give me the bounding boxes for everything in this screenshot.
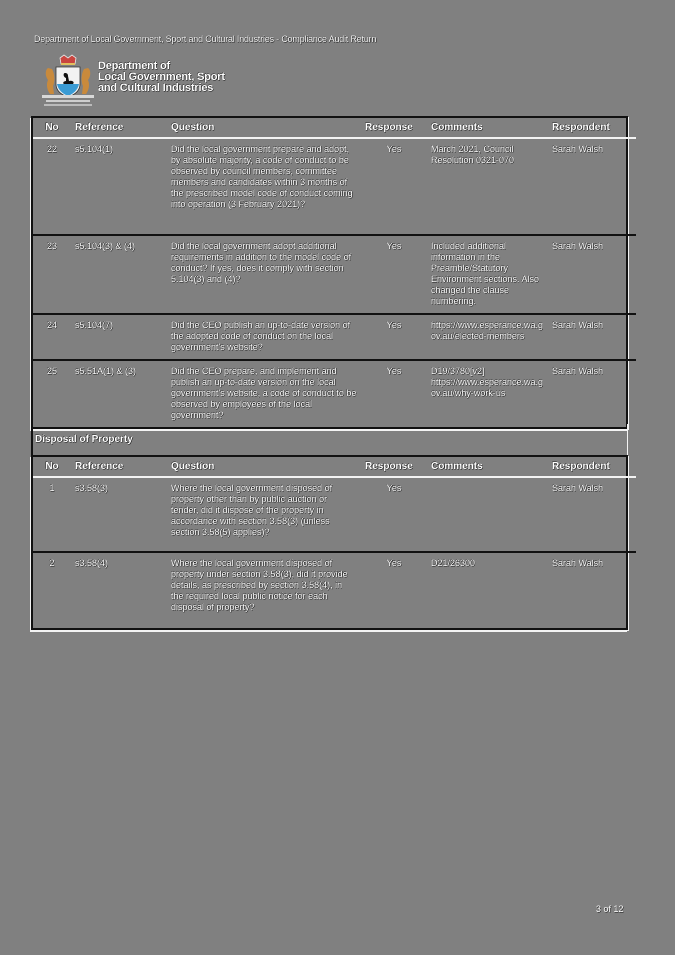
- table-row: [33, 235, 636, 314]
- cell-question: Did the local government prepare and adopt, by absolute majority, a code of conduct to be observed by council members, committee members and candidates within 3 months of the prescribed model code of conduct coming into operation (3 February 2021)?: [167, 138, 361, 235]
- cell-no: 1: [33, 477, 71, 552]
- logo-line-1: Department of: [98, 60, 170, 72]
- cell-no: 23: [33, 235, 71, 314]
- cell-respondent: Sarah Walsh: [548, 360, 636, 427]
- cell-response: Yes: [361, 235, 427, 314]
- cell-reference: s3.58(3): [71, 477, 167, 552]
- cell-reference: s5.104(3) & (4): [71, 235, 167, 314]
- code-of-conduct-table: [33, 118, 636, 427]
- col-header-no: No: [33, 118, 71, 138]
- col-header-response: Response: [361, 457, 427, 477]
- logo-line-2: Local Government, Sport: [98, 71, 225, 83]
- page-number: 3 of 12: [596, 904, 624, 914]
- table-row: [33, 314, 636, 360]
- section-frame: [31, 424, 628, 455]
- cell-respondent: Sarah Walsh: [548, 235, 636, 314]
- cell-no: 25: [33, 360, 71, 427]
- col-header-comments: Comments: [427, 457, 548, 477]
- cell-response: Yes: [361, 360, 427, 427]
- col-header-reference: Reference: [71, 118, 167, 138]
- table-row: [33, 552, 636, 628]
- code-of-conduct-section: [31, 116, 628, 429]
- col-header-question: Question: [167, 118, 361, 138]
- running-header: Department of Local Government, Sport and Cultural Industries - Compliance Audit Return: [34, 34, 377, 44]
- col-header-question: Question: [167, 457, 361, 477]
- cell-reference: s5.104(1): [71, 138, 167, 235]
- wa-crest-icon: [40, 54, 96, 108]
- cell-response: Yes: [361, 314, 427, 360]
- disposal-of-property-table: [33, 457, 636, 628]
- cell-reference: s5.51A(1) & (3): [71, 360, 167, 427]
- table-row: [33, 360, 636, 427]
- cell-question: Did the local government adopt additional requirements in addition to the model code of conduct? If yes, does it comply with section 5.104(3) and (4)?: [167, 235, 361, 314]
- cell-comments: March 2021, Council Resolution 0321-070: [427, 138, 548, 235]
- disposal-table-frame: [31, 455, 628, 630]
- cell-comments: [427, 477, 548, 552]
- cell-question: Where the local government disposed of property other than by public auction or tender, did it dispose of the property in accordance with section 3.58(3) (unless section 3.58(5) applies)?: [167, 477, 361, 552]
- cell-question: Did the CEO prepare, and implement and publish an up-to-date version on the local government's website, a code of conduct to be observed by employees of the local government?: [167, 360, 361, 427]
- cell-response: Yes: [361, 138, 427, 235]
- col-header-response: Response: [361, 118, 427, 138]
- col-header-no: No: [33, 457, 71, 477]
- logo-line-3: and Cultural Industries: [98, 82, 214, 94]
- table-row: [33, 138, 636, 235]
- cell-question: Did the CEO publish an up-to-date version of the adopted code of conduct on the local government's website?: [167, 314, 361, 360]
- department-logo: [40, 54, 230, 110]
- disposal-of-property-section: [31, 424, 628, 630]
- cell-response: Yes: [361, 477, 427, 552]
- code-of-conduct-table-frame: [31, 116, 628, 429]
- cell-no: 24: [33, 314, 71, 360]
- cell-respondent: Sarah Walsh: [548, 477, 636, 552]
- cell-comments: Included additional information in the Preamble/Statutory Environment sections. Also changed the clause numbering.: [427, 235, 548, 314]
- col-header-respondent: Respondent: [548, 118, 636, 138]
- cell-reference: s3.58(4): [71, 552, 167, 628]
- cell-comments: https://www.esperance.wa.gov.au/elected-members: [427, 314, 548, 360]
- cell-comments: D21/26300: [427, 552, 548, 628]
- cell-response: Yes: [361, 552, 427, 628]
- cell-respondent: Sarah Walsh: [548, 138, 636, 235]
- cell-comments: D19/3780[v2] https://www.esperance.wa.gov.au/why-work-us: [427, 360, 548, 427]
- logo-wordmark: [98, 61, 225, 94]
- cell-respondent: Sarah Walsh: [548, 314, 636, 360]
- cell-no: 22: [33, 138, 71, 235]
- table-header-row: [33, 457, 636, 477]
- section-title: Disposal of Property: [35, 434, 133, 445]
- col-header-respondent: Respondent: [548, 457, 636, 477]
- col-header-comments: Comments: [427, 118, 548, 138]
- cell-respondent: Sarah Walsh: [548, 552, 636, 628]
- table-row: [33, 477, 636, 552]
- col-header-reference: Reference: [71, 457, 167, 477]
- cell-no: 2: [33, 552, 71, 628]
- cell-reference: s5.104(7): [71, 314, 167, 360]
- cell-question: Where the local government disposed of property under section 3.58(3), did it provide details, as prescribed by section 3.58(4), in the required local public notice for each disposal of property?: [167, 552, 361, 628]
- table-header-row: [33, 118, 636, 138]
